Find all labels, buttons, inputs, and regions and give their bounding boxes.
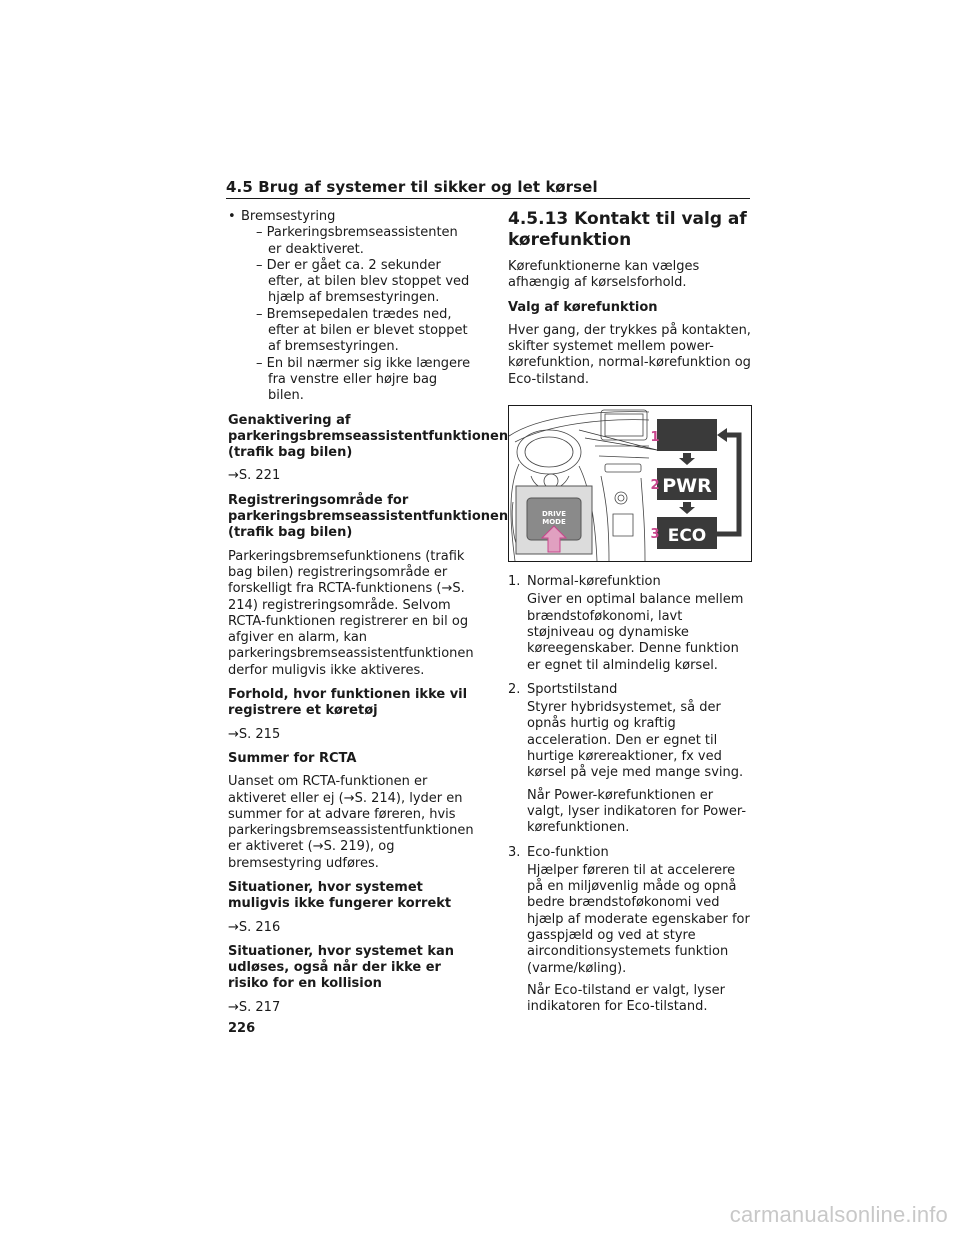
list-note: Når Power-kørefunktionen er valgt, lyser indikatoren for Power-kørefunktionen. bbox=[527, 787, 747, 836]
watermark: carmanualsonline.info bbox=[729, 1202, 948, 1227]
right-column bbox=[508, 209, 753, 1016]
heading-malfunction: Situationer, hvor systemet muligvis ikke fungerer korrekt bbox=[228, 879, 452, 912]
step-number-3: 3 bbox=[650, 527, 660, 543]
left-column bbox=[228, 209, 509, 1016]
header-rule bbox=[226, 198, 750, 199]
page-reference-link[interactable]: →S. 217 bbox=[228, 999, 281, 1015]
heading-reactivation: Genaktivering af parkeringsbremseassistentfunktionen (trafik bag bilen) bbox=[228, 412, 509, 461]
dash-item bbox=[228, 356, 472, 405]
list-item bbox=[508, 845, 753, 1016]
description-paragraph: Hver gang, der trykkes på kontakten, skifter systemet mellem power-kørefunktion, normal-kørefunktion og Eco-tilstand. bbox=[508, 322, 751, 387]
dash-item bbox=[228, 225, 472, 258]
heading-conditions: Forhold, hvor funktionen ikke vil registrere et køretøj bbox=[228, 687, 468, 719]
heading-false-trigger: Situationer, hvor systemet kan udløses, også når der ikke er risiko for en kollision bbox=[228, 943, 455, 992]
dashboard-drawing bbox=[509, 406, 751, 561]
step-number-1: 1 bbox=[650, 430, 660, 446]
list-body: Hjælper føreren til at accelerere på en miljøvenlig måde og opnå bedre brændstoføkonomi ved hjælp af moderate egenskaber for gasspjæld og ved at styre airconditionsystemets funktion (varme/køling). bbox=[527, 862, 750, 976]
button-label-mode: MODE bbox=[542, 518, 566, 527]
dash-item bbox=[228, 307, 472, 356]
step-number-2: 2 bbox=[650, 478, 660, 494]
section-header: 4.5 Brug af systemer til sikker og let kørsel bbox=[226, 178, 598, 196]
paragraph-buzzer: Uanset om RCTA-funktionen er aktiveret eller ej (→S. 214), lyder en summer for at advare føreren, hvis parkeringsbremseassistentfunktionen er aktiveret (→S. 219), og bremsestyring udføres. bbox=[228, 774, 474, 871]
list-number: 1. bbox=[508, 574, 521, 590]
list-title: Eco-funktion bbox=[527, 844, 609, 860]
list-body: Giver en optimal balance mellem brændstoføkonomi, lavt støjniveau og dynamiske køreegenskaber. Denne funktion er egnet til almindelig kørsel. bbox=[527, 592, 744, 673]
page-number: 226 bbox=[228, 1021, 256, 1036]
page-reference-link[interactable]: →S. 215 bbox=[228, 726, 281, 742]
drive-mode-illustration bbox=[508, 405, 752, 562]
list-item bbox=[508, 682, 753, 837]
heading-detection-area: Registreringsområde for parkeringsbremseassistentfunktionen (trafik bag bilen) bbox=[228, 492, 509, 541]
bullet-item: • Bremsestyring bbox=[228, 209, 472, 225]
dash-item bbox=[228, 258, 472, 307]
button-label-drive: DRIVE bbox=[541, 510, 567, 519]
section-title: 4.5.13 Kontakt til valg af kørefunktion bbox=[508, 209, 747, 250]
dash-text: – En bil nærmer sig ikke længere fra venstre eller højre bag bilen. bbox=[256, 355, 471, 404]
eco-indicator-label: ECO bbox=[667, 526, 707, 547]
list-title: Normal-kørefunktion bbox=[527, 574, 661, 590]
list-number: 2. bbox=[508, 681, 521, 697]
list-item bbox=[508, 574, 753, 674]
list-number: 3. bbox=[508, 844, 521, 860]
list-title: Sportstilstand bbox=[527, 681, 618, 697]
intro-paragraph: Kørefunktionerne kan vælges afhængig af kørselsforhold. bbox=[508, 259, 700, 291]
list-body: Styrer hybridsystemet, så der opnås hurtig og kraftig acceleration. Den er egnet til hurtige kørereaktioner, fx ved kørsel på veje med mange sving. bbox=[527, 700, 744, 781]
heading-buzzer: Summer for RCTA bbox=[228, 750, 357, 766]
subheading: Valg af kørefunktion bbox=[508, 299, 658, 315]
dash-text: – Parkeringsbremseassistenten er deaktiveret. bbox=[256, 225, 458, 257]
dash-text: – Bremsepedalen trædes ned, efter at bilen er blevet stoppet af bremsestyringen. bbox=[256, 306, 468, 355]
dash-text: – Der er gået ca. 2 sekunder efter, at bilen blev stoppet ved hjælp af bremsestyringen. bbox=[256, 257, 470, 306]
paragraph-detection-area: Parkeringsbremsefunktionens (trafik bag bilen) registreringsområde er forskelligt fra RCTA-funktionens (→S. 214) registreringsområde. Selvom RCTA-funktionen registrerer en bil og afgiver en alarm, kan parkeringsbremseassistentfunktionen derfor muligvis ikke aktiveres. bbox=[228, 548, 474, 678]
page-reference-link[interactable]: →S. 216 bbox=[228, 919, 281, 935]
list-note: Når Eco-tilstand er valgt, lyser indikatoren for Eco-tilstand. bbox=[527, 982, 725, 1015]
pwr-indicator-label: PWR bbox=[662, 475, 712, 498]
page-reference-link[interactable]: →S. 221 bbox=[228, 468, 281, 484]
